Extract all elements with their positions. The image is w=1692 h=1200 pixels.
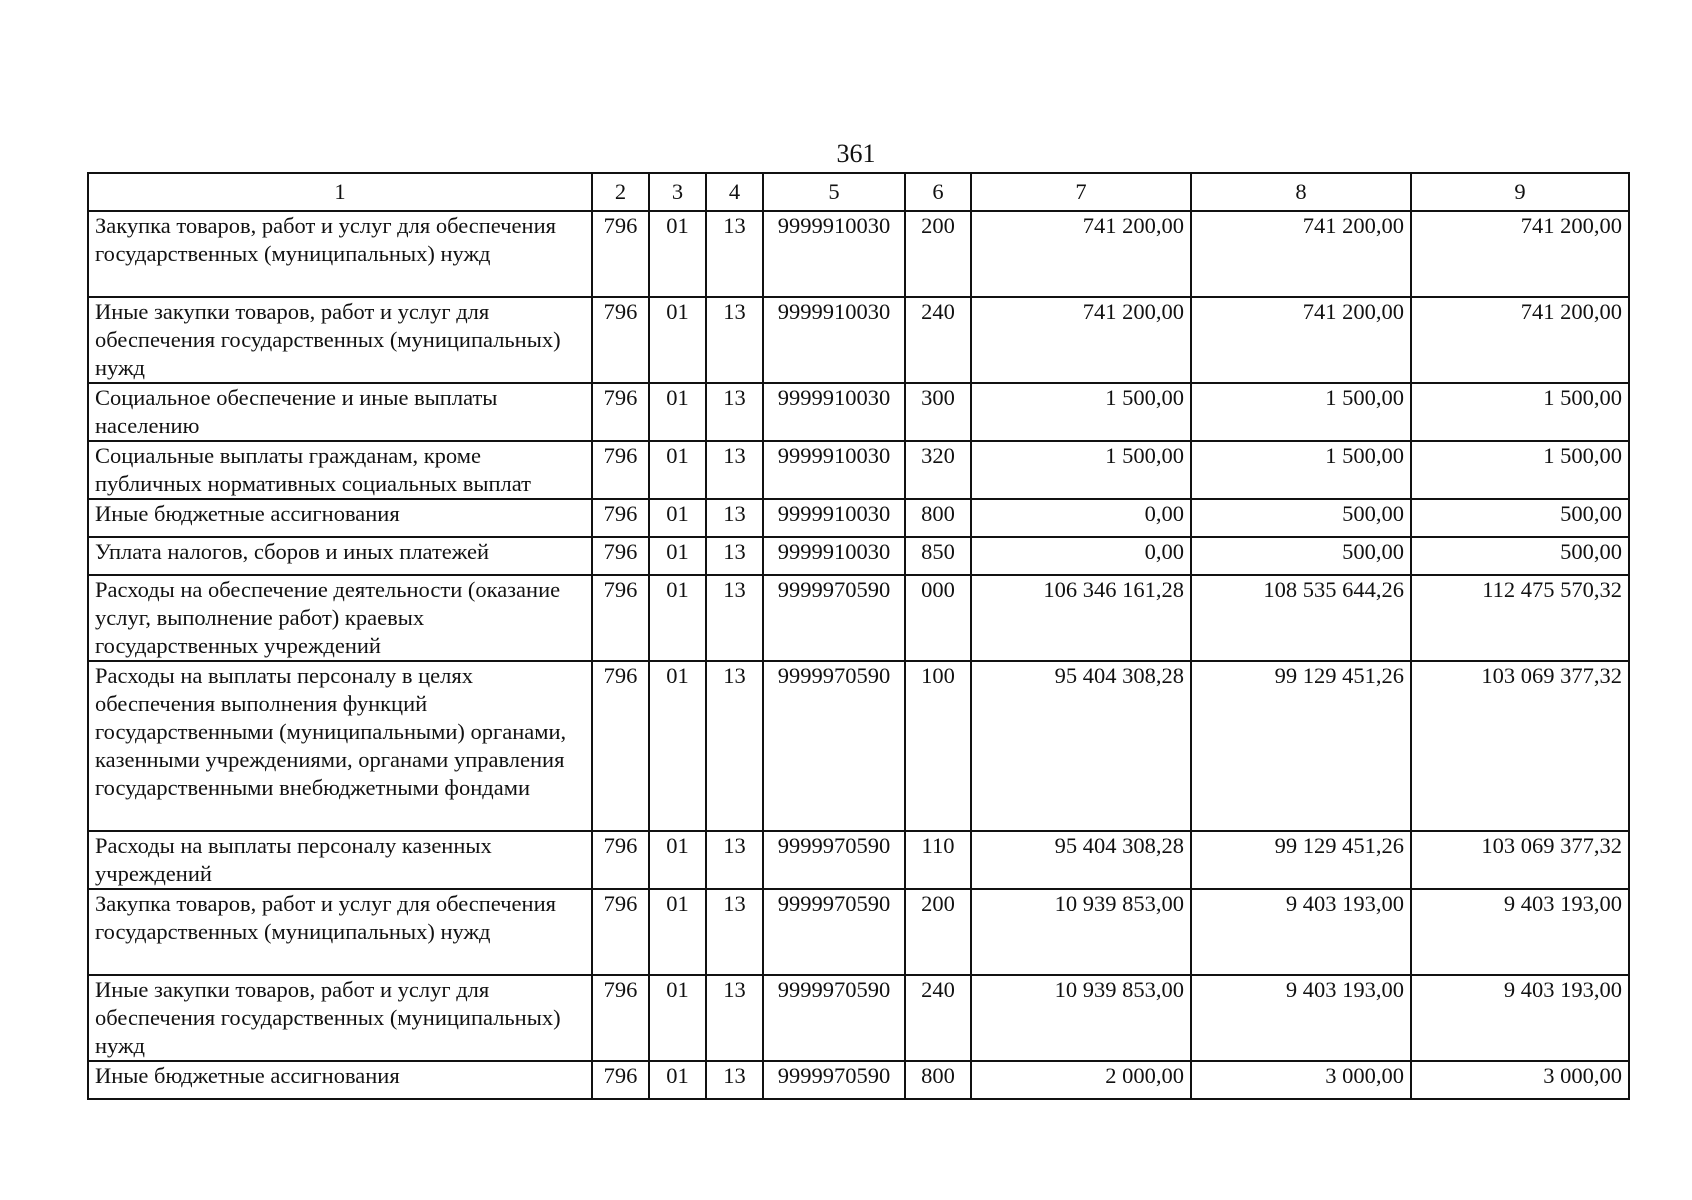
cell-expense-type: 100 <box>905 661 971 831</box>
row-name: Закупка товаров, работ и услуг для обеспечения государственных (муниципальных) нужд <box>88 889 592 975</box>
cell-amount-8: 9 403 193,00 <box>1191 975 1411 1061</box>
column-header: 7 <box>971 173 1191 211</box>
cell-subsection: 13 <box>706 575 763 661</box>
cell-amount-7: 95 404 308,28 <box>971 831 1191 889</box>
cell-subsection: 13 <box>706 889 763 975</box>
cell-amount-8: 1 500,00 <box>1191 441 1411 499</box>
cell-amount-9: 500,00 <box>1411 537 1629 575</box>
column-header: 8 <box>1191 173 1411 211</box>
table-row <box>88 383 1629 441</box>
column-header: 9 <box>1411 173 1629 211</box>
column-header: 5 <box>763 173 905 211</box>
cell-target-article: 9999910030 <box>763 441 905 499</box>
cell-section: 01 <box>649 975 706 1061</box>
cell-subsection: 13 <box>706 975 763 1061</box>
cell-amount-8: 1 500,00 <box>1191 383 1411 441</box>
table-row <box>88 297 1629 383</box>
cell-section: 01 <box>649 383 706 441</box>
cell-amount-7: 95 404 308,28 <box>971 661 1191 831</box>
cell-amount-8: 108 535 644,26 <box>1191 575 1411 661</box>
table-row <box>88 441 1629 499</box>
cell-code: 796 <box>592 1061 649 1099</box>
page-number: 361 <box>836 139 876 168</box>
cell-amount-9: 1 500,00 <box>1411 383 1629 441</box>
cell-subsection: 13 <box>706 831 763 889</box>
cell-amount-8: 9 403 193,00 <box>1191 889 1411 975</box>
column-header: 4 <box>706 173 763 211</box>
cell-amount-8: 99 129 451,26 <box>1191 831 1411 889</box>
table-row <box>88 661 1629 831</box>
column-header: 3 <box>649 173 706 211</box>
row-name: Иные бюджетные ассигнования <box>88 1061 592 1099</box>
budget-table <box>87 172 1630 1100</box>
cell-amount-9: 1 500,00 <box>1411 441 1629 499</box>
cell-amount-9: 112 475 570,32 <box>1411 575 1629 661</box>
cell-section: 01 <box>649 661 706 831</box>
cell-subsection: 13 <box>706 297 763 383</box>
cell-target-article: 9999910030 <box>763 499 905 537</box>
cell-expense-type: 240 <box>905 975 971 1061</box>
cell-subsection: 13 <box>706 383 763 441</box>
row-name: Закупка товаров, работ и услуг для обеспечения государственных (муниципальных) нужд <box>88 211 592 297</box>
cell-expense-type: 200 <box>905 889 971 975</box>
cell-amount-7: 0,00 <box>971 499 1191 537</box>
table-row <box>88 211 1629 297</box>
cell-expense-type: 200 <box>905 211 971 297</box>
cell-expense-type: 240 <box>905 297 971 383</box>
cell-amount-9: 741 200,00 <box>1411 211 1629 297</box>
row-name: Иные закупки товаров, работ и услуг для обеспечения государственных (муниципальных) нужд <box>88 297 592 383</box>
row-name: Расходы на выплаты персоналу казенных учреждений <box>88 831 592 889</box>
column-header: 6 <box>905 173 971 211</box>
cell-section: 01 <box>649 889 706 975</box>
row-name: Расходы на обеспечение деятельности (оказание услуг, выполнение работ) краевых государственных учреждений <box>88 575 592 661</box>
cell-amount-9: 9 403 193,00 <box>1411 889 1629 975</box>
cell-code: 796 <box>592 889 649 975</box>
cell-section: 01 <box>649 499 706 537</box>
cell-target-article: 9999910030 <box>763 297 905 383</box>
cell-target-article: 9999910030 <box>763 211 905 297</box>
cell-expense-type: 800 <box>905 499 971 537</box>
cell-amount-7: 106 346 161,28 <box>971 575 1191 661</box>
cell-amount-9: 741 200,00 <box>1411 297 1629 383</box>
cell-expense-type: 850 <box>905 537 971 575</box>
cell-code: 796 <box>592 975 649 1061</box>
cell-section: 01 <box>649 537 706 575</box>
cell-target-article: 9999970590 <box>763 575 905 661</box>
cell-subsection: 13 <box>706 441 763 499</box>
cell-amount-9: 103 069 377,32 <box>1411 661 1629 831</box>
cell-amount-8: 99 129 451,26 <box>1191 661 1411 831</box>
cell-amount-8: 741 200,00 <box>1191 211 1411 297</box>
cell-target-article: 9999910030 <box>763 537 905 575</box>
cell-expense-type: 320 <box>905 441 971 499</box>
cell-subsection: 13 <box>706 537 763 575</box>
cell-amount-9: 103 069 377,32 <box>1411 831 1629 889</box>
cell-target-article: 9999970590 <box>763 889 905 975</box>
table-row <box>88 499 1629 537</box>
cell-amount-8: 500,00 <box>1191 537 1411 575</box>
table-row <box>88 975 1629 1061</box>
cell-amount-7: 10 939 853,00 <box>971 889 1191 975</box>
table-row <box>88 889 1629 975</box>
cell-amount-7: 0,00 <box>971 537 1191 575</box>
row-name: Уплата налогов, сборов и иных платежей <box>88 537 592 575</box>
cell-amount-7: 741 200,00 <box>971 211 1191 297</box>
cell-section: 01 <box>649 441 706 499</box>
cell-expense-type: 800 <box>905 1061 971 1099</box>
cell-code: 796 <box>592 297 649 383</box>
table-row <box>88 1061 1629 1099</box>
cell-subsection: 13 <box>706 661 763 831</box>
cell-amount-7: 2 000,00 <box>971 1061 1191 1099</box>
cell-section: 01 <box>649 211 706 297</box>
table-row <box>88 831 1629 889</box>
cell-code: 796 <box>592 211 649 297</box>
cell-amount-7: 10 939 853,00 <box>971 975 1191 1061</box>
cell-section: 01 <box>649 297 706 383</box>
cell-section: 01 <box>649 1061 706 1099</box>
table-row <box>88 575 1629 661</box>
cell-subsection: 13 <box>706 499 763 537</box>
cell-amount-9: 3 000,00 <box>1411 1061 1629 1099</box>
cell-target-article: 9999970590 <box>763 975 905 1061</box>
column-header: 1 <box>88 173 592 211</box>
cell-code: 796 <box>592 499 649 537</box>
cell-target-article: 9999970590 <box>763 1061 905 1099</box>
cell-code: 796 <box>592 575 649 661</box>
row-name: Иные бюджетные ассигнования <box>88 499 592 537</box>
cell-amount-8: 500,00 <box>1191 499 1411 537</box>
row-name: Социальное обеспечение и иные выплаты населению <box>88 383 592 441</box>
cell-amount-7: 1 500,00 <box>971 441 1191 499</box>
cell-amount-8: 3 000,00 <box>1191 1061 1411 1099</box>
table-row <box>88 537 1629 575</box>
cell-amount-8: 741 200,00 <box>1191 297 1411 383</box>
cell-amount-9: 9 403 193,00 <box>1411 975 1629 1061</box>
cell-amount-7: 1 500,00 <box>971 383 1191 441</box>
cell-expense-type: 000 <box>905 575 971 661</box>
cell-target-article: 9999970590 <box>763 831 905 889</box>
cell-amount-7: 741 200,00 <box>971 297 1191 383</box>
cell-code: 796 <box>592 383 649 441</box>
cell-section: 01 <box>649 575 706 661</box>
cell-code: 796 <box>592 661 649 831</box>
cell-code: 796 <box>592 831 649 889</box>
cell-target-article: 9999910030 <box>763 383 905 441</box>
cell-expense-type: 300 <box>905 383 971 441</box>
cell-subsection: 13 <box>706 1061 763 1099</box>
cell-code: 796 <box>592 441 649 499</box>
row-name: Расходы на выплаты персоналу в целях обеспечения выполнения функций государственными (муниципальными) органами, казенными учреждениями, органами управления государственными внебюджетными фондами <box>88 661 592 831</box>
cell-target-article: 9999970590 <box>763 661 905 831</box>
table-header-row <box>88 173 1629 211</box>
column-header: 2 <box>592 173 649 211</box>
cell-amount-9: 500,00 <box>1411 499 1629 537</box>
cell-section: 01 <box>649 831 706 889</box>
cell-code: 796 <box>592 537 649 575</box>
cell-expense-type: 110 <box>905 831 971 889</box>
row-name: Иные закупки товаров, работ и услуг для обеспечения государственных (муниципальных) нужд <box>88 975 592 1061</box>
row-name: Социальные выплаты гражданам, кроме публичных нормативных социальных выплат <box>88 441 592 499</box>
cell-subsection: 13 <box>706 211 763 297</box>
